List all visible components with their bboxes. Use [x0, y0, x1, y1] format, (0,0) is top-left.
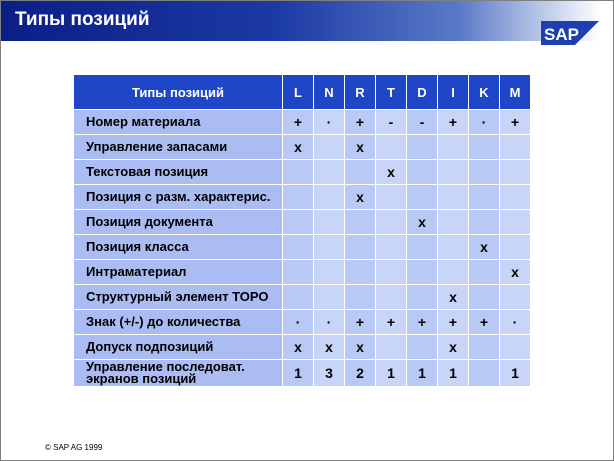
cell-m	[500, 235, 531, 260]
column-header-r: R	[345, 75, 376, 110]
cell-t	[376, 135, 407, 160]
cell-i	[438, 210, 469, 235]
cell-d: +	[407, 310, 438, 335]
cell-t	[376, 335, 407, 360]
cell-t	[376, 210, 407, 235]
cell-r: x	[345, 185, 376, 210]
cell-n	[314, 185, 345, 210]
cell-n	[314, 260, 345, 285]
column-header-t: T	[376, 75, 407, 110]
row-label: Позиция документа	[74, 210, 283, 235]
table-row	[74, 335, 531, 360]
cell-l	[283, 260, 314, 285]
cell-k	[469, 360, 500, 387]
table-row	[74, 135, 531, 160]
copyright: © SAP AG 1999	[45, 443, 103, 452]
cell-d: -	[407, 110, 438, 135]
table-row	[74, 260, 531, 285]
cell-t	[376, 235, 407, 260]
cell-k	[469, 160, 500, 185]
sap-logo-icon	[541, 21, 599, 45]
corner-header: Типы позиций	[74, 75, 283, 110]
cell-i: +	[438, 110, 469, 135]
cell-i	[438, 235, 469, 260]
cell-d	[407, 285, 438, 310]
cell-d: x	[407, 210, 438, 235]
cell-t	[376, 185, 407, 210]
cell-n	[314, 135, 345, 160]
cell-t: -	[376, 110, 407, 135]
table-row	[74, 310, 531, 335]
cell-k	[469, 285, 500, 310]
cell-r	[345, 235, 376, 260]
table-row	[74, 160, 531, 185]
row-label: Структурный элемент ТОРО	[74, 285, 283, 310]
cell-k	[469, 335, 500, 360]
cell-l	[283, 285, 314, 310]
row-label: Текстовая позиция	[74, 160, 283, 185]
table-row	[74, 285, 531, 310]
column-header-l: L	[283, 75, 314, 110]
cell-i	[438, 135, 469, 160]
cell-n: x	[314, 335, 345, 360]
cell-n	[314, 285, 345, 310]
table-row	[74, 360, 531, 387]
cell-m	[500, 285, 531, 310]
column-header-i: I	[438, 75, 469, 110]
cell-r	[345, 210, 376, 235]
column-header-d: D	[407, 75, 438, 110]
position-types-table	[73, 74, 531, 387]
cell-i: 1	[438, 360, 469, 387]
cell-i: x	[438, 285, 469, 310]
slide-title: Типы позиций	[15, 9, 150, 30]
row-label: Позиция с разм. характерис.	[74, 185, 283, 210]
cell-l	[283, 210, 314, 235]
position-types-table-wrap	[73, 74, 531, 387]
cell-i	[438, 185, 469, 210]
row-label: Допуск подпозиций	[74, 335, 283, 360]
cell-t	[376, 285, 407, 310]
cell-m: ·	[500, 310, 531, 335]
cell-t: 1	[376, 360, 407, 387]
cell-t	[376, 260, 407, 285]
cell-k: x	[469, 235, 500, 260]
cell-l: +	[283, 110, 314, 135]
cell-l	[283, 160, 314, 185]
row-label: Позиция класса	[74, 235, 283, 260]
cell-d	[407, 185, 438, 210]
cell-k	[469, 185, 500, 210]
cell-d	[407, 335, 438, 360]
cell-l	[283, 235, 314, 260]
cell-i: x	[438, 335, 469, 360]
cell-n	[314, 210, 345, 235]
table-row	[74, 235, 531, 260]
cell-n	[314, 235, 345, 260]
cell-r: +	[345, 110, 376, 135]
cell-n	[314, 160, 345, 185]
table-header-row	[74, 75, 531, 110]
cell-d: 1	[407, 360, 438, 387]
cell-r	[345, 160, 376, 185]
cell-d	[407, 235, 438, 260]
column-header-m: M	[500, 75, 531, 110]
table-row	[74, 210, 531, 235]
cell-m	[500, 335, 531, 360]
table-body	[74, 110, 531, 387]
cell-m	[500, 210, 531, 235]
cell-k	[469, 260, 500, 285]
cell-r: 2	[345, 360, 376, 387]
cell-l: ·	[283, 310, 314, 335]
cell-n: 3	[314, 360, 345, 387]
cell-n: ·	[314, 310, 345, 335]
cell-k	[469, 210, 500, 235]
cell-i	[438, 260, 469, 285]
row-label: Номер материала	[74, 110, 283, 135]
cell-n: ·	[314, 110, 345, 135]
cell-r: x	[345, 335, 376, 360]
cell-l: 1	[283, 360, 314, 387]
cell-d	[407, 135, 438, 160]
title-bar	[1, 1, 613, 41]
cell-d	[407, 160, 438, 185]
cell-k: +	[469, 310, 500, 335]
row-label: Управление запасами	[74, 135, 283, 160]
cell-i	[438, 160, 469, 185]
cell-i: +	[438, 310, 469, 335]
cell-l: x	[283, 135, 314, 160]
row-label: Управление последоват. экранов позиций	[74, 360, 283, 387]
row-label: Знак (+/-) до количества	[74, 310, 283, 335]
cell-m: +	[500, 110, 531, 135]
cell-d	[407, 260, 438, 285]
cell-r	[345, 260, 376, 285]
table-row	[74, 110, 531, 135]
column-header-n: N	[314, 75, 345, 110]
cell-r: x	[345, 135, 376, 160]
row-label: Интраматериал	[74, 260, 283, 285]
cell-m	[500, 160, 531, 185]
column-header-k: K	[469, 75, 500, 110]
sap-logo-text: SAP	[544, 25, 579, 44]
cell-k	[469, 135, 500, 160]
cell-k: ·	[469, 110, 500, 135]
cell-r	[345, 285, 376, 310]
cell-t: x	[376, 160, 407, 185]
cell-m: x	[500, 260, 531, 285]
cell-m	[500, 135, 531, 160]
cell-l	[283, 185, 314, 210]
table-row	[74, 185, 531, 210]
cell-m	[500, 185, 531, 210]
cell-r: +	[345, 310, 376, 335]
cell-m: 1	[500, 360, 531, 387]
cell-t: +	[376, 310, 407, 335]
cell-l: x	[283, 335, 314, 360]
